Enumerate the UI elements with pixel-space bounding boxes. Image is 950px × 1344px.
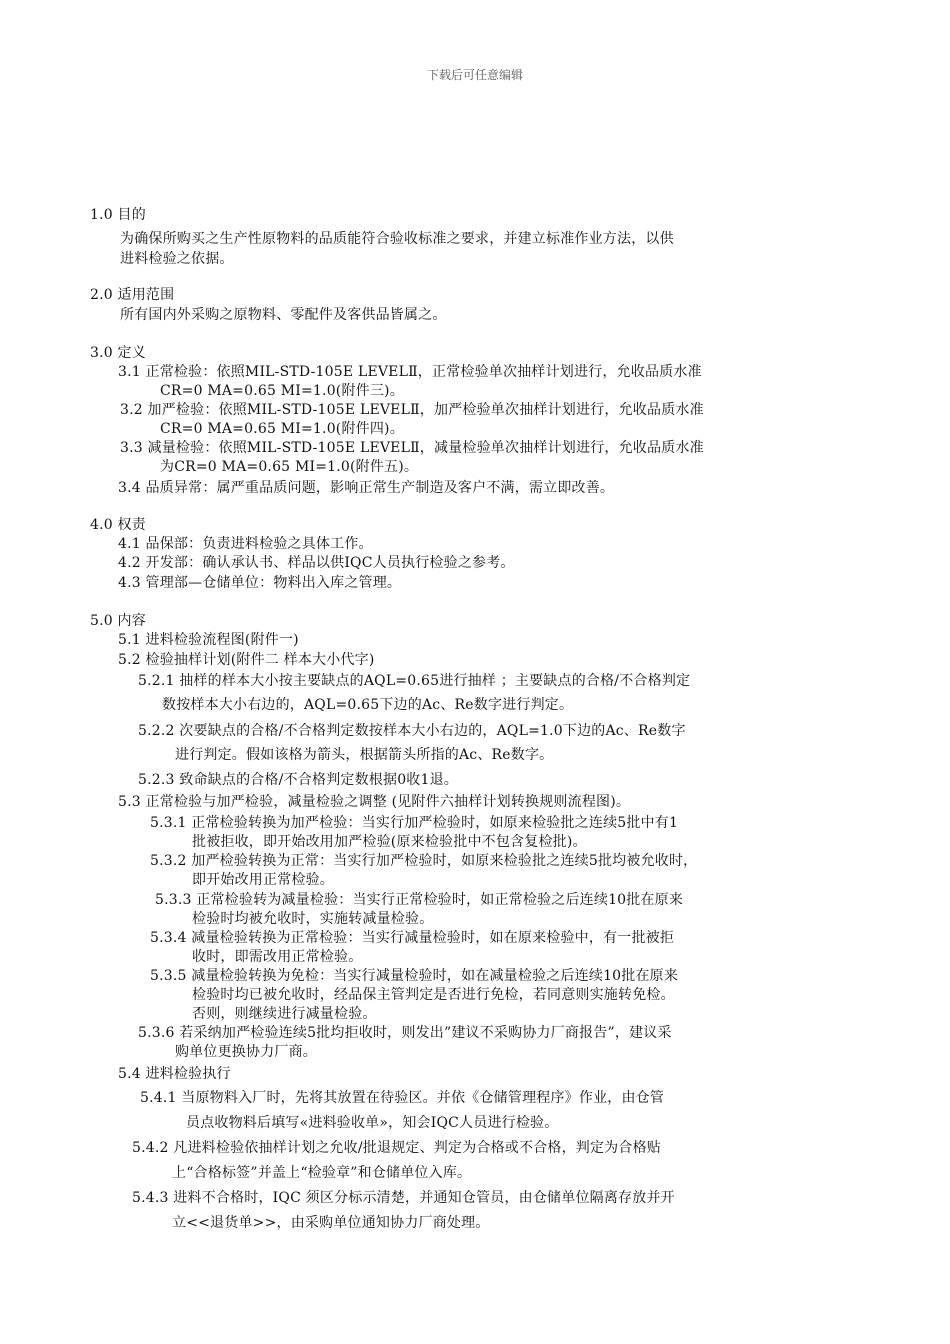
text-line: 购单位更换协力厂商。: [175, 1044, 317, 1060]
text-line: 5.2.2 次要缺点的合格/不合格判定数按样本大小右边的，AQL=1.0下边的Ac、Re数字: [138, 723, 686, 739]
text-line: 所有国内外采购之原物料、零配件及客供品皆属之。: [120, 307, 447, 323]
text-line: 5.0 内容: [90, 613, 146, 629]
text-line: 5.4.3 进料不合格时，IQC 须区分标示清楚，并通知仓管员，由仓储单位隔离存放并开: [132, 1190, 675, 1206]
text-line: CR=0 MA=0.65 MI=1.0(附件四)。: [160, 421, 404, 437]
text-line: 即开始改用正常检验。: [192, 872, 334, 888]
text-line: 4.0 权责: [90, 517, 146, 533]
text-line: 4.3 管理部—仓储单位：物料出入库之管理。: [118, 575, 402, 591]
text-line: 批被拒收，即开始改用加严检验(原来检验批中不包含复检批)。: [192, 834, 587, 850]
text-line: 5.2.3 致命缺点的合格/不合格判定数根据0收1退。: [138, 772, 459, 788]
text-line: 5.4.2 凡进料检验依抽样计划之允收/批退规定、判定为合格或不合格，判定为合格贴: [132, 1140, 661, 1156]
text-line: 3.2 加严检验：依照MIL-STD-105E LEVELⅡ，加严检验单次抽样计划进行，允收品质水准: [120, 402, 704, 418]
text-line: 4.1 品保部：负责进料检验之具体工作。: [118, 536, 373, 552]
text-line: 3.1 正常检验：依照MIL-STD-105E LEVELⅡ，正常检验单次抽样计划进行，允收品质水准: [118, 364, 702, 380]
text-line: 为确保所购买之生产性原物料的品质能符合验收标准之要求，并建立标准作业方法，以供: [120, 231, 674, 247]
text-line: 1.0 目的: [90, 207, 146, 223]
text-line: 为CR=0 MA=0.65 MI=1.0(附件五)。: [160, 459, 419, 475]
text-line: 5.3.3 正常检验转为减量检验：当实行正常检验时，如正常检验之后连续10批在原来: [155, 892, 684, 908]
text-line: 否则，则继续进行减量检验。: [192, 1006, 377, 1022]
text-line: 3.0 定义: [90, 345, 146, 361]
text-line: 收时，即需改用正常检验。: [192, 949, 363, 965]
text-line: 进料检验之依据。: [120, 251, 234, 267]
text-line: 3.4 品质异常：属严重品质问题，影响正常生产制造及客户不满，需立即改善。: [118, 480, 615, 496]
text-line: 3.3 减量检验：依照MIL-STD-105E LEVELⅡ，减量检验单次抽样计划进行，允收品质水准: [120, 440, 704, 456]
text-line: 上“合格标签”并盖上“检验章”和仓储单位入库。: [172, 1165, 472, 1181]
text-line: 5.3.4 减量检验转换为正常检验：当实行减量检验时，如在原来检验中，有一批被拒: [150, 930, 675, 946]
text-line: 数按样本大小右边的，AQL=0.65下边的Ac、Re数字进行判定。: [162, 697, 574, 713]
text-line: 5.2 检验抽样计划(附件二 样本大小代字): [118, 652, 375, 668]
text-line: 5.3.5 减量检验转换为免检：当实行减量检验时，如在减量检验之后连续10批在原来: [150, 968, 679, 984]
text-line: 2.0 适用范围: [90, 287, 175, 303]
text-line: 检验时均被允收时，实施转减量检验。: [192, 911, 434, 927]
text-line: 立<<退货单>>，由采购单位通知协力厂商处理。: [172, 1215, 490, 1231]
text-line: 5.3 正常检验与加严检验，减量检验之调整 (见附件六抽样计划转换规则流程图)。: [118, 794, 631, 810]
text-line: 5.4.1 当原物料入厂时，先将其放置在待验区。并依《仓储管理程序》作业，由仓管: [140, 1090, 665, 1106]
text-line: 5.3.1 正常检验转换为加严检验：当实行加严检验时，如原来检验批之连续5批中有1: [150, 815, 679, 831]
text-line: 5.3.6 若采纳加严检验连续5批均拒收时，则发出”建议不采购协力厂商报告”，建议采: [138, 1025, 672, 1041]
text-line: 员点收物料后填写«进料验收单»，知会IQC人员进行检验。: [186, 1115, 559, 1131]
text-line: CR=0 MA=0.65 MI=1.0(附件三)。: [160, 383, 404, 399]
text-line: 进行判定。假如该格为箭头，根据箭头所指的Ac、Re数字。: [175, 747, 554, 763]
text-line: 5.2.1 抽样的样本大小按主要缺点的AQL=0.65进行抽样 ；主要缺点的合格/不合格判定: [138, 673, 691, 689]
text-line: 4.2 开发部：确认承认书、样品以供IQC人员执行检验之参考。: [118, 555, 515, 571]
text-line: 5.1 进料检验流程图(附件一): [118, 632, 299, 648]
page-header: 下载后可任意编辑: [426, 68, 523, 82]
text-line: 5.3.2 加严检验转换为正常：当实行加严检验时，如原来检验批之连续5批均被允收时，: [150, 853, 698, 869]
text-line: 5.4 进料检验执行: [118, 1066, 231, 1082]
text-line: 检验时均已被允收时，经品保主管判定是否进行免检，若同意则实施转免检。: [192, 987, 675, 1003]
